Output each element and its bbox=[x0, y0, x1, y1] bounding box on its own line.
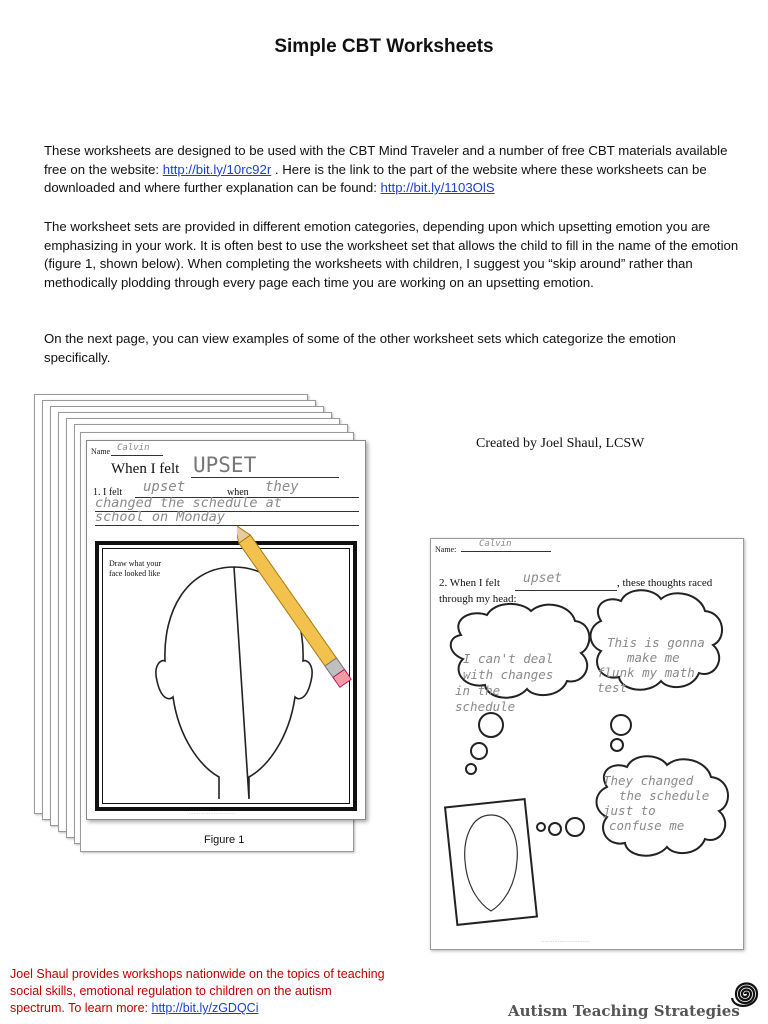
spiral-logo-icon bbox=[728, 974, 762, 1014]
name-underline bbox=[111, 455, 163, 456]
figure-2-worksheet bbox=[430, 538, 744, 950]
thought-3-line: the schedule bbox=[619, 788, 710, 803]
name-label: Name bbox=[91, 447, 111, 456]
download-link[interactable]: http://bit.ly/1103OlS bbox=[380, 180, 495, 195]
thought-clouds bbox=[431, 539, 743, 949]
emotion-underline bbox=[191, 477, 339, 478]
pencil-icon bbox=[237, 521, 367, 721]
thought-2-line: make me bbox=[627, 650, 680, 665]
intro-text-1: These worksheets are designed to be used with the CBT Mind Traveler and a number of free CBT materials available free on the website: bbox=[44, 143, 728, 177]
thought-2-line: This is gonna bbox=[607, 635, 705, 650]
when-value: they bbox=[265, 479, 299, 495]
footer-mark: ····························· bbox=[187, 811, 236, 817]
worksheet-front bbox=[86, 440, 366, 820]
thought-2-line: test bbox=[597, 680, 628, 695]
name-label: Name: bbox=[435, 545, 457, 554]
learn-more-link[interactable]: http://bit.ly/zGDQCi bbox=[151, 1001, 259, 1015]
emotion-value: UPSET bbox=[193, 453, 257, 477]
thought-1-line: schedule bbox=[455, 699, 516, 714]
page-title: Simple CBT Worksheets bbox=[274, 36, 494, 57]
prompt-suffix: , these thoughts raced bbox=[617, 577, 713, 589]
workshop-text: Joel Shaul provides workshops nationwide on the topics of teaching social skills, emotional regulation to children on the autism spectrum. To learn more: bbox=[10, 967, 385, 1015]
thought-1-line: with changes bbox=[463, 667, 554, 682]
intro-paragraph bbox=[44, 142, 744, 198]
draw-prompt: Draw what your face looked like bbox=[109, 559, 161, 578]
line1-value: upset bbox=[143, 479, 186, 495]
thought-3-line: just to bbox=[603, 803, 656, 818]
website-link[interactable]: http://bit.ly/10rc92r bbox=[162, 161, 272, 177]
intro-text-2: . Here is the link to the part of the website where these worksheets can be downloaded and where further explanation can be found: bbox=[44, 161, 707, 195]
line3-value: school on Monday bbox=[95, 509, 226, 525]
footer-mark: ····························· bbox=[541, 939, 590, 945]
prompt-prefix: 2. When I felt bbox=[439, 577, 500, 589]
name-value: Calvin bbox=[479, 539, 512, 549]
when-label: when bbox=[227, 487, 249, 498]
thought-2-line: flunk my math bbox=[597, 665, 695, 680]
author-credit: Created by Joel Shaul, LCSW bbox=[476, 436, 645, 451]
thought-3-line: They changed bbox=[603, 773, 694, 788]
worksheet-heading: When I felt bbox=[111, 461, 180, 477]
worksheet-sets-paragraph: The worksheet sets are provided in different emotion categories, depending upon which upsetting emotion you are emphasizing in your work. It is often best to use the worksheet set that allows the child to fill in the name of the emotion (figure 1, shown below). When completing the worksheets with children, I suggest you “skip around” rather than methodically plodding through every page each time you are working on an upsetting emotion. bbox=[44, 219, 739, 290]
figure-1-caption: Figure 1 bbox=[204, 834, 245, 846]
line2-value: changed the schedule at bbox=[95, 495, 282, 511]
brand-name: Autism Teaching Strategies bbox=[508, 1002, 740, 1020]
thought-3-line: confuse me bbox=[609, 818, 685, 833]
next-page-paragraph: On the next page, you can view examples of some of the other worksheet sets which categorize the emotion specifically. bbox=[44, 331, 676, 365]
emotion-value: upset bbox=[523, 571, 563, 586]
thought-1-line: in the bbox=[455, 683, 501, 698]
line1-prefix: 1. I felt bbox=[93, 487, 123, 498]
name-value: Calvin bbox=[117, 443, 150, 453]
prompt-line2: through my head: bbox=[439, 593, 517, 605]
thought-1-line: I can't deal bbox=[463, 651, 554, 666]
thought-1 bbox=[455, 651, 553, 715]
thought-2 bbox=[597, 635, 705, 695]
workshop-notice bbox=[10, 966, 390, 1017]
thought-3 bbox=[603, 773, 709, 833]
